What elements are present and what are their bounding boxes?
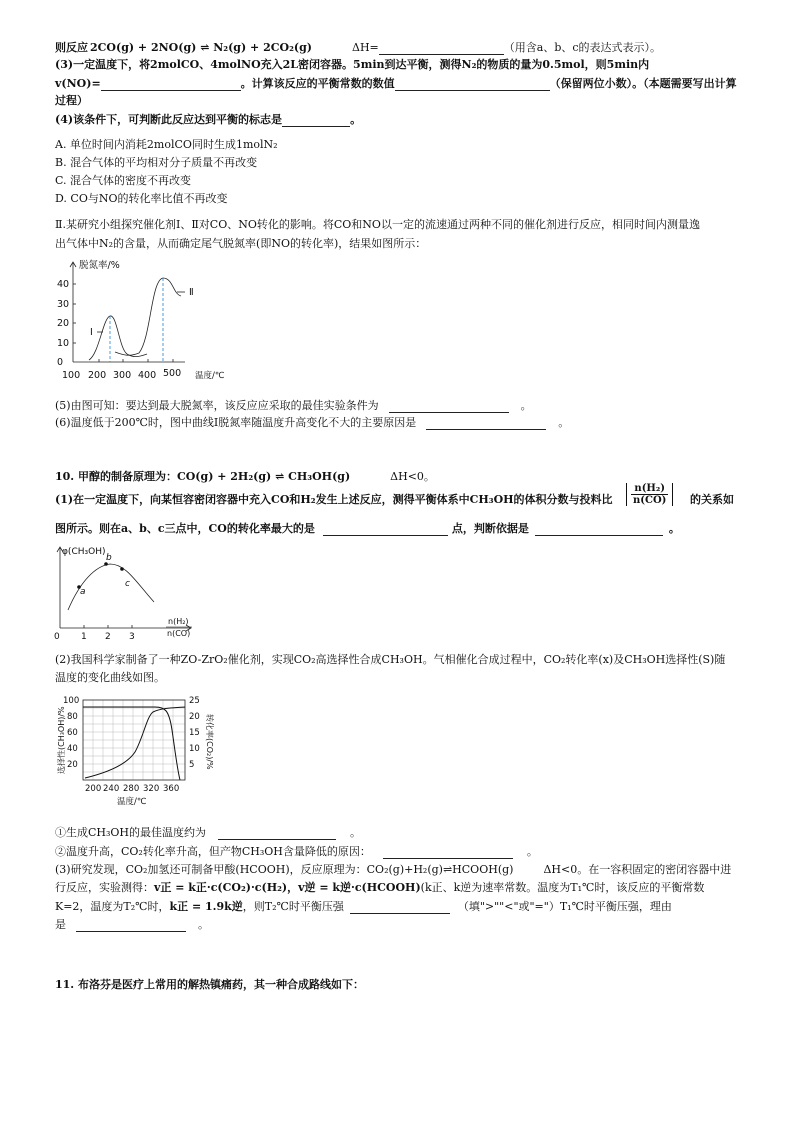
svg-text:转化率(CO₂)/%: 转化率(CO₂)/% bbox=[205, 714, 214, 770]
svg-text:选择性(CH₃OH)/%: 选择性(CH₃OH)/% bbox=[57, 706, 66, 774]
pressure-blank[interactable] bbox=[350, 901, 450, 914]
svg-text:200: 200 bbox=[85, 784, 102, 794]
p5-blank[interactable] bbox=[389, 400, 509, 413]
cause-blank[interactable] bbox=[383, 846, 513, 859]
svg-text:240: 240 bbox=[103, 784, 120, 794]
svg-text:Ⅱ: Ⅱ bbox=[189, 287, 194, 298]
svg-text:n(CO): n(CO) bbox=[167, 629, 191, 638]
q10-p3-line2: 行反应，实验测得：v正 = k正·c(CO₂)·c(H₂)，v逆 = k逆·c(HCOOH)(k正、k逆为速率常数。温度为T₁℃时，该反应的平衡常数 bbox=[55, 881, 705, 894]
svg-text:脱氮率/%: 脱氮率/% bbox=[79, 260, 120, 271]
q8-p4: (4)该条件下，可判断此反应达到平衡的标志是 。 bbox=[55, 113, 362, 126]
part2-line1: Ⅱ.某研究小组探究催化剂Ⅰ、Ⅱ对CO、NO转化的影响。将CO和NO以一定的流速通过两种不同的催化剂进行反应，相同时间内测量逸 bbox=[55, 218, 700, 231]
q8-line1: 则反应 2CO(g) + 2NO(g) ⇌ N₂(g) + 2CO₂(g) ΔH= （用含a、b、c的表达式表示）。 bbox=[55, 41, 662, 54]
q10-p2-line2: 温度的变化曲线如图。 bbox=[55, 671, 165, 684]
svg-text:3: 3 bbox=[129, 632, 135, 642]
ratio-fraction: $\frac{\text{n(H₂)}}{n(CO)}$ bbox=[626, 483, 673, 506]
part2-line2: 出气体中N₂的含量，从而确定尾气脱氮率(即NO的转化率)，结果如图所示： bbox=[55, 237, 427, 250]
option-d: D. CO与NO的转化率比值不再改变 bbox=[55, 192, 228, 205]
svg-text:b: b bbox=[106, 553, 112, 563]
svg-text:1: 1 bbox=[81, 632, 87, 642]
svg-text:300: 300 bbox=[113, 370, 132, 381]
p6-blank[interactable] bbox=[426, 417, 546, 430]
p4-blank[interactable] bbox=[282, 114, 350, 127]
q10-s2: ②温度升高，CO₂转化率升高，但产物CH₃OH含量降低的原因： 。 bbox=[55, 845, 538, 858]
svg-text:15: 15 bbox=[189, 728, 200, 738]
svg-text:φ(CH₃OH): φ(CH₃OH) bbox=[62, 547, 106, 557]
svg-text:360: 360 bbox=[163, 784, 180, 794]
svg-text:2: 2 bbox=[105, 632, 111, 642]
svg-text:a: a bbox=[80, 587, 86, 597]
svg-text:200: 200 bbox=[88, 370, 107, 381]
q8-p5: (5)由图可知：要达到最大脱氮率，该反应应采取的最佳实验条件为 。 bbox=[55, 399, 532, 412]
svg-text:80: 80 bbox=[67, 712, 78, 722]
svg-text:5: 5 bbox=[189, 760, 195, 770]
co2-selectivity-chart bbox=[55, 690, 225, 816]
denitration-chart bbox=[55, 258, 255, 386]
svg-text:500: 500 bbox=[163, 368, 182, 379]
q10-p3-line1: (3)研究发现，CO₂加氢还可制备甲酸(HCOOH)，反应原理为：CO₂(g)+H₂(g)⇌HCOOH(g) ΔH<0。在一容积固定的密闭容器中进 bbox=[55, 863, 732, 876]
svg-text:40: 40 bbox=[57, 279, 70, 290]
q10-p1-suffix: 的关系如 bbox=[690, 493, 734, 506]
q10-p1-line1: (1)在一定温度下，向某恒容密闭容器中充入CO和H₂发生上述反应，测得平衡体系中CH₃OH的体积分数与投料比 bbox=[55, 493, 613, 506]
reason2-blank[interactable] bbox=[76, 919, 186, 932]
q8-p3-line2: v(NO)= 。计算该反应的平衡常数的数值 （保留两位小数）。（本题需要写出计算 bbox=[55, 77, 737, 90]
svg-text:0: 0 bbox=[54, 632, 60, 642]
q10-head: 10. 甲醇的制备原理为：CO(g) + 2H₂(g) ⇌ CH₃OH(g) ΔH<0。 bbox=[55, 470, 435, 483]
selectivity-curve bbox=[83, 707, 180, 780]
reason-blank[interactable] bbox=[535, 523, 663, 536]
svg-text:400: 400 bbox=[138, 370, 157, 381]
dh-blank[interactable] bbox=[379, 42, 504, 55]
option-b: B. 混合气体的平均相对分子质量不再改变 bbox=[55, 156, 258, 169]
svg-text:25: 25 bbox=[189, 696, 200, 706]
svg-text:c: c bbox=[125, 579, 130, 589]
point-blank[interactable] bbox=[323, 523, 448, 536]
q10-s1: ①生成CH₃OH的最佳温度约为 。 bbox=[55, 826, 362, 839]
svg-text:Ⅰ: Ⅰ bbox=[90, 327, 93, 338]
q8-p3-line1: (3)一定温度下，将2molCO、4molNO充入2L密闭容器。5min到达平衡，测得N₂的物质的量为0.5mol，则5min内 bbox=[55, 58, 650, 71]
svg-text:10: 10 bbox=[57, 338, 70, 349]
svg-text:20: 20 bbox=[67, 760, 78, 770]
temp-blank[interactable] bbox=[218, 827, 336, 840]
svg-text:40: 40 bbox=[67, 744, 78, 754]
q10-p2-line1: (2)我国科学家制备了一种ZO-ZrO₂催化剂，实现CO₂高选择性合成CH₃OH。气相催化合成过程中，CO₂转化率(x)及CH₃OH选择性(S)随 bbox=[55, 653, 726, 666]
svg-text:100: 100 bbox=[63, 696, 80, 706]
curve-2 bbox=[115, 278, 181, 355]
q10-p1-line2: 图所示。则在a、b、c三点中，CO的转化率最大的是 点，判断依据是 。 bbox=[55, 522, 680, 535]
svg-text:280: 280 bbox=[123, 784, 140, 794]
svg-text:0: 0 bbox=[57, 357, 64, 368]
svg-text:30: 30 bbox=[57, 299, 70, 310]
conversion-curve bbox=[85, 707, 185, 778]
q11-head: 11. 布洛芬是医疗上常用的解热镇痛药，其一种合成路线如下： bbox=[55, 978, 364, 991]
methanol-ratio-chart bbox=[50, 542, 210, 642]
svg-text:20: 20 bbox=[57, 318, 70, 329]
k-blank[interactable] bbox=[395, 78, 550, 91]
q10-p3-line3: K=2，温度为T₂℃时，k正 = 1.9k逆，则T₂℃时平衡压强 （填">""<"或"="）T₁℃时平衡压强，理由 bbox=[55, 900, 672, 913]
vno-blank[interactable] bbox=[101, 78, 241, 91]
svg-text:60: 60 bbox=[67, 728, 78, 738]
q8-p3-line3: 过程） bbox=[55, 94, 88, 107]
point-c bbox=[120, 567, 124, 571]
option-a: A. 单位时间内消耗2molCO同时生成1molN₂ bbox=[55, 138, 278, 151]
q10-p3-line4: 是 。 bbox=[55, 918, 209, 931]
svg-text:温度/℃: 温度/℃ bbox=[117, 797, 147, 807]
svg-text:n(H₂): n(H₂) bbox=[168, 617, 189, 626]
option-c: C. 混合气体的密度不再改变 bbox=[55, 174, 192, 187]
svg-text:20: 20 bbox=[189, 712, 200, 722]
svg-text:10: 10 bbox=[189, 744, 200, 754]
q8-p6: (6)温度低于200℃时，图中曲线Ⅰ脱氮率随温度升高变化不大的主要原因是 。 bbox=[55, 416, 570, 429]
svg-text:320: 320 bbox=[143, 784, 160, 794]
svg-text:100: 100 bbox=[62, 370, 81, 381]
svg-text:温度/℃: 温度/℃ bbox=[195, 371, 225, 381]
